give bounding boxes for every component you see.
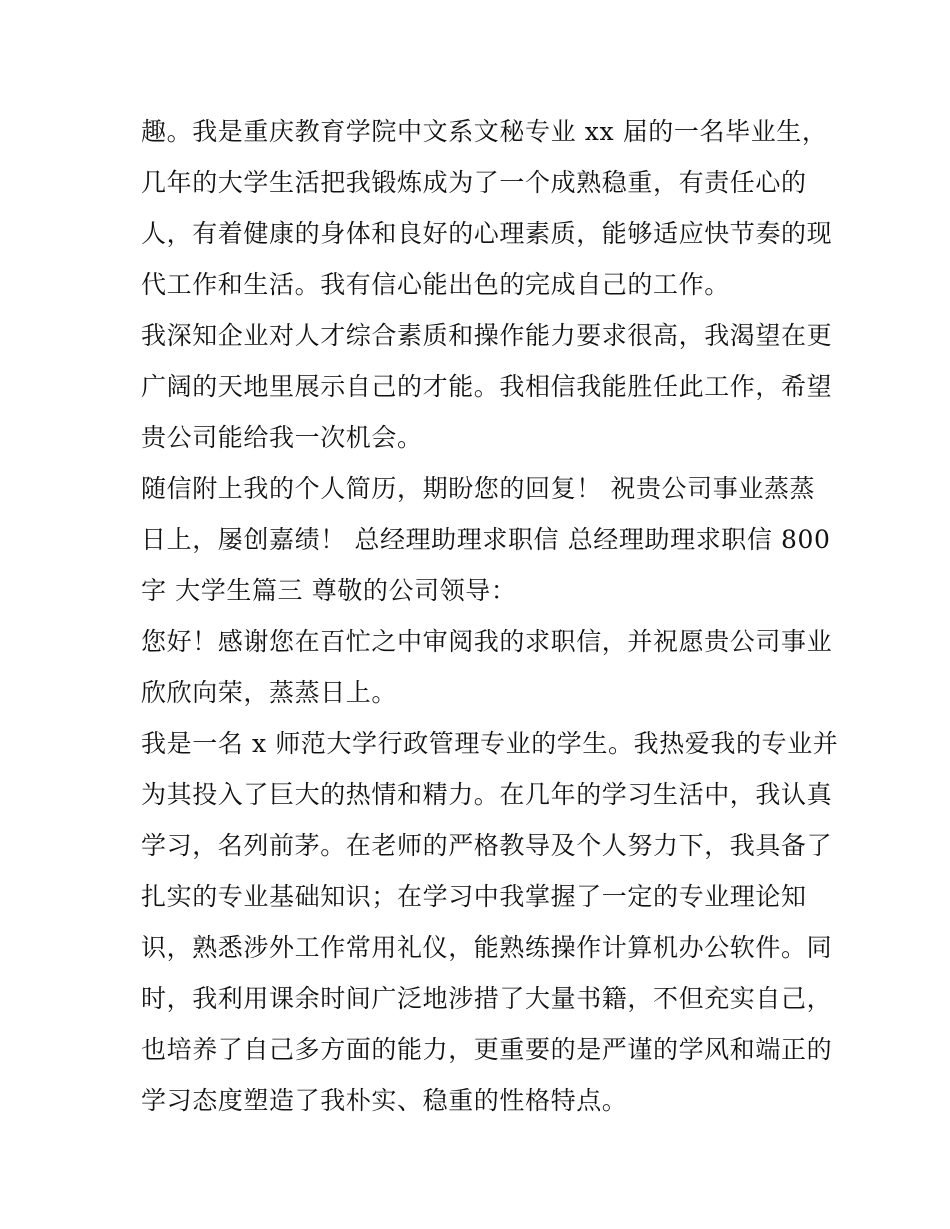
text-line-14: 为其投入了巨大的热情和精力。在几年的学习生活中，我认真: [141, 780, 833, 809]
text-line-11: 您好！感谢您在百忙之中审阅我的求职信，并祝愿贵公司事业: [141, 627, 833, 656]
letter-body: [141, 106, 839, 1126]
text-line-3: 人，有着健康的身体和良好的心理素质，能够适应快节奏的现: [141, 219, 833, 248]
text-line-9: 日上，屡创嘉绩！ 总经理助理求职信 总经理助理求职信 800: [141, 525, 831, 554]
text-line-16: 扎实的专业基础知识；在学习中我掌握了一定的专业理论知: [141, 882, 807, 911]
text-line-18: 时，我利用课余时间广泛地涉措了大量书籍，不但充实自己，: [141, 984, 833, 1013]
text-line-8: 随信附上我的个人简历，期盼您的回复！ 祝贵公司事业蒸蒸: [141, 474, 816, 503]
text-line-4: 代工作和生活。我有信心能出色的完成自己的工作。: [141, 270, 730, 299]
text-line-20: 学习态度塑造了我朴实、稳重的性格特点。: [141, 1086, 628, 1115]
text-line-7: 贵公司能给我一次机会。: [141, 423, 423, 452]
text-line-5: 我深知企业对人才综合素质和操作能力要求很高，我渴望在更: [141, 321, 833, 350]
text-line-13: 我是一名 x 师范大学行政管理专业的学生。我热爱我的专业并: [141, 729, 839, 758]
text-line-10: 字 大学生篇三 尊敬的公司领导：: [141, 576, 517, 605]
text-line-1: 趣。我是重庆教育学院中文系文秘专业 xx 届的一名毕业生，: [141, 117, 828, 146]
text-line-12: 欣欣向荣，蒸蒸日上。: [141, 678, 398, 707]
text-line-17: 识，熟悉涉外工作常用礼仪，能熟练操作计算机办公软件。同: [141, 933, 833, 962]
text-line-6: 广阔的天地里展示自己的才能。我相信我能胜任此工作，希望: [141, 372, 833, 401]
text-line-15: 学习，名列前茅。在老师的严格教导及个人努力下，我具备了: [141, 831, 833, 860]
text-line-19: 也培养了自己多方面的能力，更重要的是严谨的学风和端正的: [141, 1035, 833, 1064]
text-line-2: 几年的大学生活把我锻炼成为了一个成熟稳重，有责任心的: [141, 168, 807, 197]
